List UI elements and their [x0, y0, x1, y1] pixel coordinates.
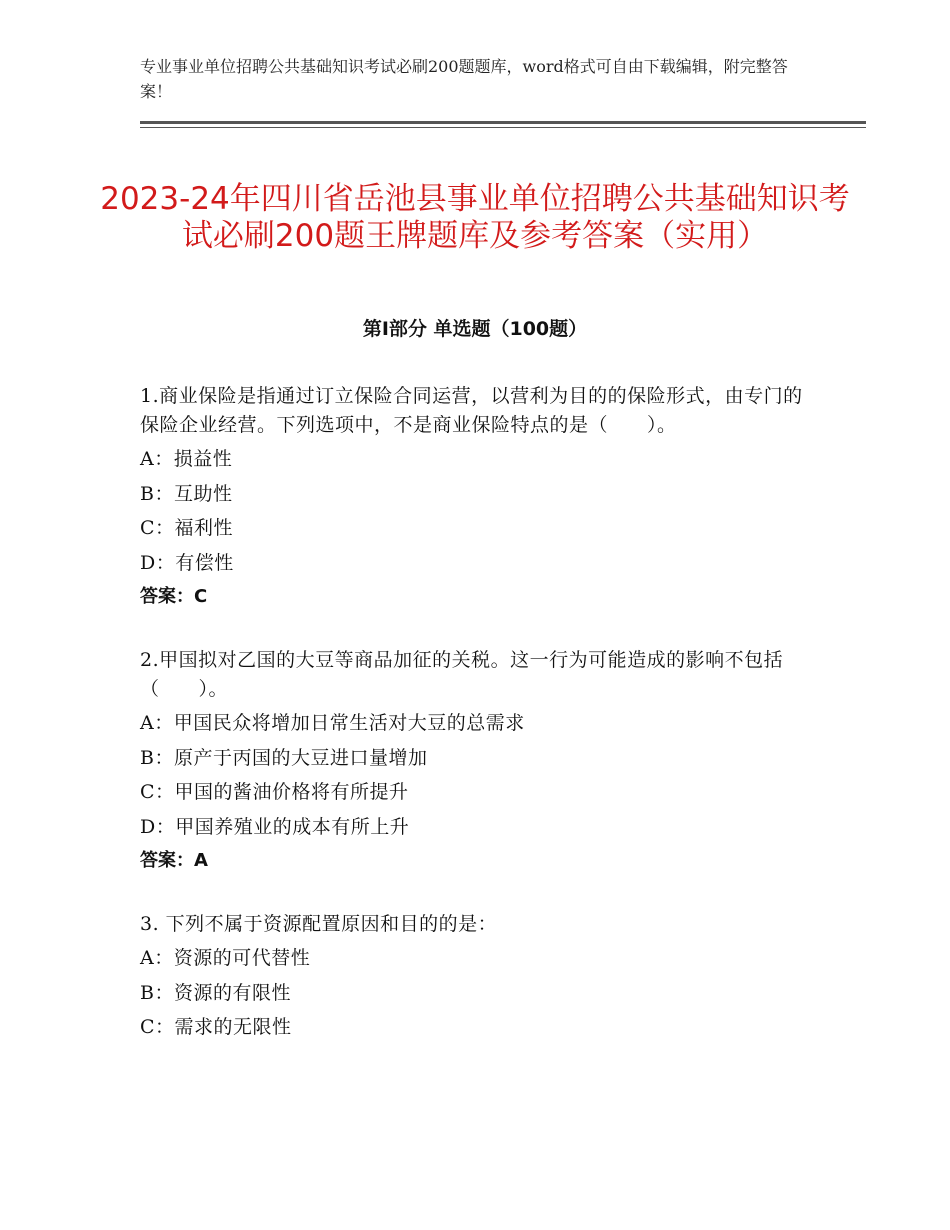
option-b: B：资源的有限性 [140, 981, 291, 1004]
question-stem: 2.甲国拟对乙国的大豆等商品加征的关税。这一行为可能造成的影响不包括（ ）。 [140, 649, 784, 700]
option-d: D：甲国养殖业的成本有所上升 [140, 815, 410, 838]
header-note: 专业事业单位招聘公共基础知识考试必刷200题题库，word格式可自由下载编辑，附完整答案！ [140, 57, 788, 101]
question-3 [140, 910, 810, 1045]
option-a: A：损益性 [140, 448, 233, 470]
question-stem: 1.商业保险是指通过订立保险合同运营，以营利为目的的保险形式，由专门的保险企业经营。下列选项中，不是商业保险特点的是（ ）。 [140, 385, 803, 436]
section-heading: 第Ⅰ部分 单选题（100题） [362, 318, 588, 340]
option-b: B：互助性 [140, 482, 233, 505]
question-list [140, 382, 810, 1077]
option-b: B：原产于丙国的大豆进口量增加 [140, 746, 428, 769]
question-2 [140, 646, 810, 878]
question-stem: 3. 下列不属于资源配置原因和目的的是： [140, 913, 498, 935]
answer: 答案：A [140, 850, 208, 871]
answer: 答案：C [140, 586, 208, 607]
header-rule-thin [140, 127, 866, 128]
option-a: A：资源的可代替性 [140, 947, 311, 969]
option-a: A：甲国民众将增加日常生活对大豆的总需求 [140, 712, 525, 734]
option-c: C：需求的无限性 [140, 1016, 292, 1038]
document-title: 2023-24年四川省岳池县事业单位招聘公共基础知识考试必刷200题王牌题库及参考答案（实用） [100, 180, 850, 254]
option-d: D：有偿性 [140, 551, 234, 574]
header-rule-thick [140, 121, 866, 124]
question-1 [140, 382, 810, 614]
option-c: C：福利性 [140, 517, 234, 539]
option-c: C：甲国的酱油价格将有所提升 [140, 781, 409, 803]
